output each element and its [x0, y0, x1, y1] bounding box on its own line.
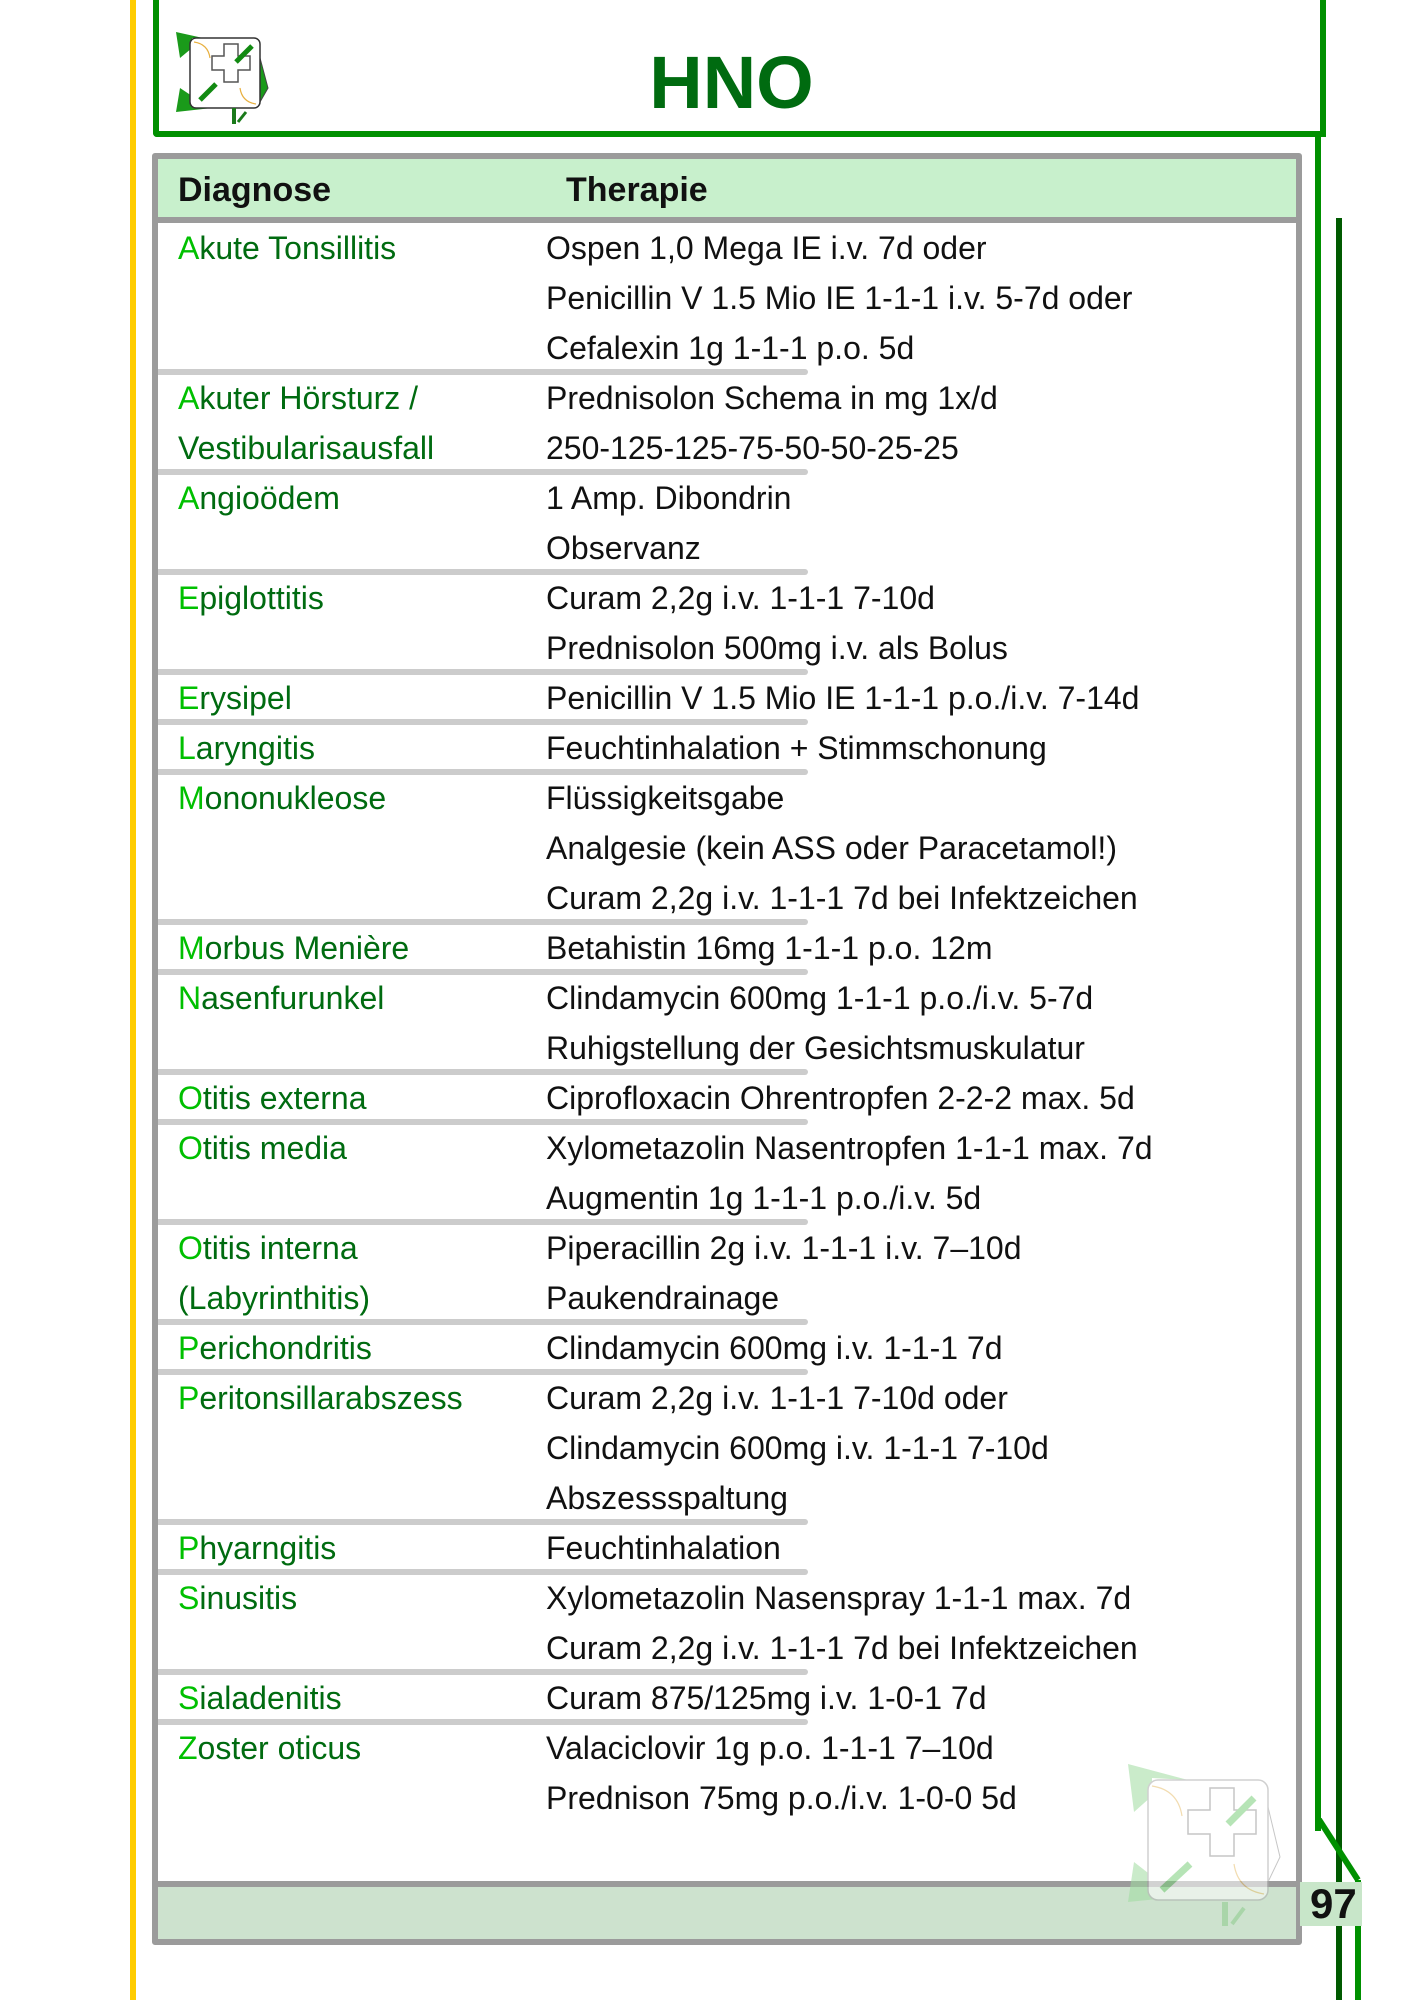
diagnosis-text: Angioödem	[178, 480, 340, 516]
diagnosis-text: Vestibularisausfall	[178, 430, 435, 466]
therapy-cell	[546, 1523, 781, 1573]
therapy-text: Curam 2,2g i.v. 1-1-1 7d bei Infektzeichen	[546, 880, 1138, 916]
therapy-text: Ciprofloxacin Ohrentropfen 2-2-2 max. 5d	[546, 1080, 1135, 1116]
therapy-text: Curam 2,2g i.v. 1-1-1 7-10d oder	[546, 1380, 1008, 1416]
therapy-text: Flüssigkeitsgabe	[546, 780, 785, 816]
therapy-text: Curam 2,2g i.v. 1-1-1 7-10d	[546, 580, 935, 616]
table-row	[158, 1323, 1296, 1373]
therapy-cell	[546, 1123, 1153, 1223]
therapy-text: 250-125-125-75-50-50-25-25	[546, 430, 959, 466]
therapy-text: Xylometazolin Nasenspray 1-1-1 max. 7d	[546, 1580, 1132, 1616]
diagnosis-cell	[158, 1073, 546, 1123]
table-row	[158, 723, 1296, 773]
therapy-cell	[546, 1673, 987, 1723]
therapy-cell	[546, 223, 1132, 373]
therapy-cell	[546, 1573, 1138, 1673]
diagnosis-text: Erysipel	[178, 680, 292, 716]
diagnosis-text: Morbus Menière	[178, 930, 410, 966]
therapy-text: Clindamycin 600mg i.v. 1-1-1 7d	[546, 1330, 1003, 1366]
therapy-text: Xylometazolin Nasentropfen 1-1-1 max. 7d	[546, 1130, 1153, 1166]
yellow-margin-rule	[130, 0, 136, 2000]
row-separator	[158, 369, 808, 375]
diagnosis-text: Zoster oticus	[178, 1730, 362, 1766]
diagnosis-cell	[158, 1573, 546, 1673]
header-diagnosis: Diagnose	[178, 171, 332, 209]
therapy-text: Abszessspaltung	[546, 1480, 788, 1516]
therapy-cell	[546, 923, 992, 973]
diagnosis-text: Otitis media	[178, 1130, 347, 1166]
table-row	[158, 473, 1296, 573]
row-separator	[158, 1369, 808, 1375]
green-frame-diagonal	[1318, 1818, 1378, 1882]
diagnosis-text: (Labyrinthitis)	[178, 1280, 371, 1316]
therapy-text: Piperacillin 2g i.v. 1-1-1 i.v. 7–10d	[546, 1230, 1022, 1266]
table-row	[158, 1223, 1296, 1323]
diagnosis-text: Sialadenitis	[178, 1680, 342, 1716]
diagnosis-text: Mononukleose	[178, 780, 387, 816]
therapy-cell	[546, 723, 1047, 773]
therapy-text: Ospen 1,0 Mega IE i.v. 7d oder	[546, 230, 987, 266]
row-separator	[158, 469, 808, 475]
therapy-table	[152, 153, 1302, 1945]
page-number: 97	[1310, 1880, 1357, 1927]
diagnosis-cell	[158, 1373, 546, 1523]
therapy-text: Prednisolon Schema in mg 1x/d	[546, 380, 998, 416]
row-separator	[158, 969, 808, 975]
diagnosis-cell	[158, 1123, 546, 1223]
table-row	[158, 973, 1296, 1073]
diagnosis-cell	[158, 1323, 546, 1373]
therapy-cell	[546, 1223, 1022, 1323]
therapy-text: Paukendrainage	[546, 1280, 780, 1316]
diagnosis-cell	[158, 1723, 546, 1823]
table-body	[158, 223, 1296, 1823]
therapy-cell	[546, 673, 1139, 723]
therapy-cell	[546, 1373, 1049, 1523]
green-frame-right	[1315, 131, 1321, 1831]
diagnosis-text: Nasenfurunkel	[178, 980, 385, 1016]
diagnosis-text: Otitis externa	[178, 1080, 367, 1116]
dark-green-rule	[1336, 218, 1342, 2000]
diagnosis-text: Laryngitis	[178, 730, 315, 766]
therapy-text: Observanz	[546, 530, 701, 566]
diagnosis-cell	[158, 673, 546, 723]
row-separator	[158, 1119, 808, 1125]
table-row	[158, 1673, 1296, 1723]
table-row	[158, 673, 1296, 723]
diagnosis-cell	[158, 373, 546, 473]
row-separator	[158, 1719, 808, 1725]
diagnosis-cell	[158, 773, 546, 923]
therapy-text: Clindamycin 600mg 1-1-1 p.o./i.v. 5-7d	[546, 980, 1094, 1016]
therapy-text: Penicillin V 1.5 Mio IE 1-1-1 p.o./i.v. 7-14d	[546, 680, 1140, 716]
therapy-cell	[546, 1323, 1003, 1373]
diagnosis-text: Epiglottitis	[178, 580, 324, 616]
therapy-text: 1 Amp. Dibondrin	[546, 480, 792, 516]
therapy-text: Feuchtinhalation	[546, 1530, 781, 1566]
row-separator	[158, 769, 808, 775]
row-separator	[158, 1519, 808, 1525]
table-row	[158, 373, 1296, 473]
diagnosis-cell	[158, 1523, 546, 1573]
row-separator	[158, 569, 808, 575]
therapy-text: Penicillin V 1.5 Mio IE 1-1-1 i.v. 5-7d oder	[546, 280, 1133, 316]
therapy-text: Augmentin 1g 1-1-1 p.o./i.v. 5d	[546, 1180, 982, 1216]
therapy-text: Prednisolon 500mg i.v. als Bolus	[546, 630, 1008, 666]
therapy-text: Curam 2,2g i.v. 1-1-1 7d bei Infektzeichen	[546, 1630, 1138, 1666]
therapy-text: Analgesie (kein ASS oder Paracetamol!)	[546, 830, 1117, 866]
medical-cross-watermark-icon	[1118, 1752, 1288, 1927]
diagnosis-text: Peritonsillarabszess	[178, 1380, 463, 1416]
therapy-cell	[546, 773, 1138, 923]
diagnosis-text: Akuter Hörsturz /	[178, 380, 419, 416]
table-row	[158, 1523, 1296, 1573]
diagnosis-cell	[158, 1673, 546, 1723]
diagnosis-cell	[158, 723, 546, 773]
row-separator	[158, 669, 808, 675]
therapy-cell	[546, 973, 1093, 1073]
therapy-cell	[546, 473, 791, 573]
diagnosis-cell	[158, 573, 546, 673]
therapy-cell	[546, 1073, 1135, 1123]
row-separator	[158, 1669, 808, 1675]
therapy-text: Valaciclovir 1g p.o. 1-1-1 7–10d	[546, 1730, 994, 1766]
diagnosis-text: Otitis interna	[178, 1230, 358, 1266]
table-row	[158, 223, 1296, 373]
therapy-text: Clindamycin 600mg i.v. 1-1-1 7-10d	[546, 1430, 1049, 1466]
therapy-text: Curam 875/125mg i.v. 1-0-1 7d	[546, 1680, 987, 1716]
diagnosis-cell	[158, 973, 546, 1073]
therapy-text: Prednison 75mg p.o./i.v. 1-0-0 5d	[546, 1780, 1017, 1816]
page-title: HNO	[649, 41, 814, 124]
row-separator	[158, 719, 808, 725]
diagnosis-cell	[158, 473, 546, 573]
therapy-cell	[546, 573, 1008, 673]
table-row	[158, 1073, 1296, 1123]
therapy-text: Ruhigstellung der Gesichtsmuskulatur	[546, 1030, 1085, 1066]
table-row	[158, 923, 1296, 973]
therapy-cell	[546, 373, 998, 473]
row-separator	[158, 1569, 808, 1575]
diagnosis-text: Perichondritis	[178, 1330, 372, 1366]
diagnosis-text: Akute Tonsillitis	[178, 230, 397, 266]
diagnosis-text: Sinusitis	[178, 1580, 298, 1616]
diagnosis-cell	[158, 1223, 546, 1323]
table-row	[158, 1123, 1296, 1223]
diagnosis-cell	[158, 223, 546, 373]
table-row	[158, 573, 1296, 673]
table-row	[158, 1373, 1296, 1523]
row-separator	[158, 1319, 808, 1325]
therapy-cell	[546, 1723, 1017, 1823]
therapy-text: Betahistin 16mg 1-1-1 p.o. 12m	[546, 930, 993, 966]
therapy-text: Cefalexin 1g 1-1-1 p.o. 5d	[546, 330, 915, 366]
row-separator	[158, 1069, 808, 1075]
therapy-text: Feuchtinhalation + Stimmschonung	[546, 730, 1047, 766]
diagnosis-cell	[158, 923, 546, 973]
header-therapy: Therapie	[566, 171, 708, 209]
table-row	[158, 1573, 1296, 1673]
row-separator	[158, 1219, 808, 1225]
diagnosis-text: Phyarngitis	[178, 1530, 337, 1566]
table-header	[158, 159, 1296, 223]
row-separator	[158, 919, 808, 925]
table-row	[158, 773, 1296, 923]
